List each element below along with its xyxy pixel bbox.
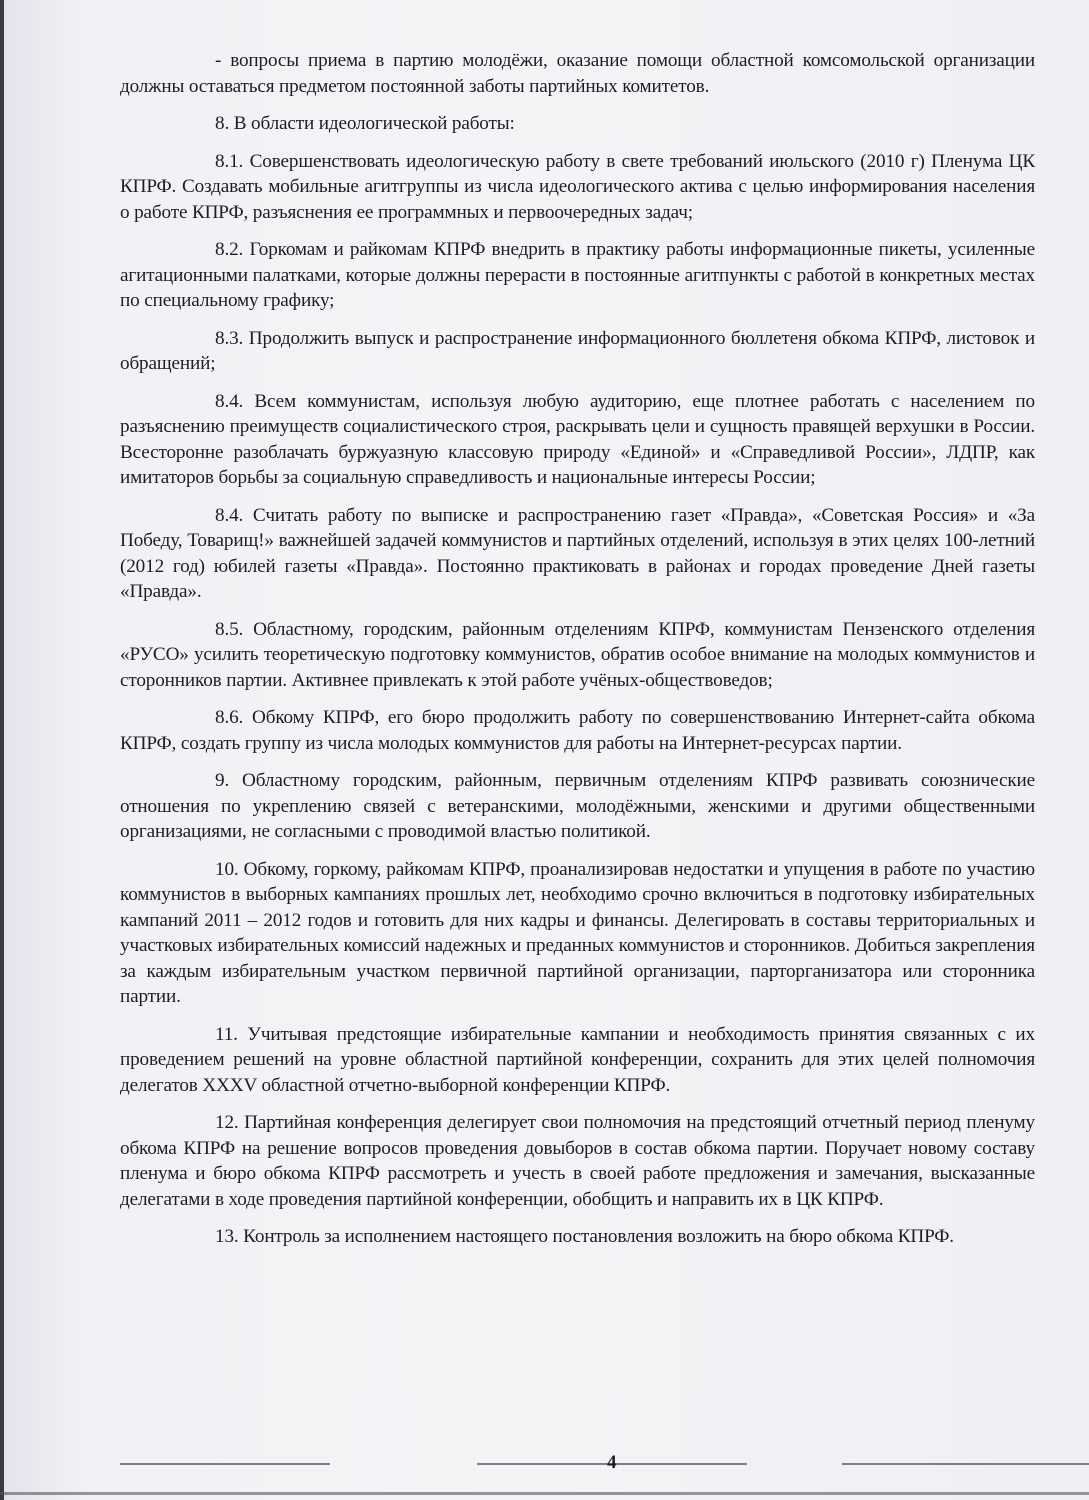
- paragraph-item-11: 11. Учитывая предстоящие избирательные кампании и необходимость принятия связанных с их проведением решений на уровне областной партийной конференции, сохранить для этих целей полномочия делегатов XXXV областной отчетно-выборной конференции КПРФ.: [120, 1023, 1035, 1096]
- paragraph-item-8-4-newspapers: 8.4. Считать работу по выписке и распространению газет «Правда», «Советская Россия» и «За Победу, Товарищ!» важнейшей задачей коммунистов и партийных отделений, используя в этих целях 100-летний (2012 год) юбилей газеты «Правда». Постоянно практиковать в районах и городах проведение Дней газеты «Правда».: [120, 504, 1035, 602]
- page-number: 4: [607, 1452, 617, 1473]
- document-body: [120, 48, 1035, 1262]
- paragraph-item-13: 13. Контроль за исполнением настоящего постановления возложить на бюро обкома КПРФ.: [215, 1226, 954, 1247]
- paragraph-item-8-2: 8.2. Горкомам и райкомам КПРФ внедрить в практику работы информационные пикеты, усиленные агитационными палатками, которые должны перерасти в постоянные агитпункты с работой в конкретных местах по специальному графику;: [120, 239, 1035, 311]
- paragraph-item-8-4-population: 8.4. Всем коммунистам, используя любую аудиторию, еще плотнее работать с населением по разъяснению преимуществ социалистического строя, раскрывать цели и сущность правящей верхушки в России. Всесторонне разоблачать буржуазную классовую природу «Единой» и «Справедливой России», ЛДПР, как имитаторов борьбы за социальную справедливость и национальные интересы России;: [120, 390, 1035, 488]
- footer-rule-left: [120, 1463, 330, 1465]
- paragraph-item-8-5: 8.5. Областному, городским, районным отделениям КПРФ, коммунистам Пензенского отделения «РУСО» усилить теоретическую подготовку коммунистов, обратив особое внимание на молодых коммунистов и сторонников партии. Активнее привлекать к этой работе учёных-обществоведов;: [120, 618, 1035, 691]
- paragraph-youth: - вопросы приема в партию молодёжи, оказание помощи областной комсомольской организации должны оставаться предметом постоянной заботы партийных комитетов.: [120, 50, 1035, 97]
- footer-rule-right: [842, 1463, 1089, 1465]
- paragraph-item-8-heading: 8. В области идеологической работы:: [215, 113, 515, 134]
- paragraph-item-12: 12. Партийная конференция делегирует свои полномочия на предстоящий отчетный период пленуму обкома КПРФ на решение вопросов проведения довыборов в состав обкома партии. Поручает новому составу пленума и бюро обкома КПРФ рассмотреть и учесть в своей работе предложения и замечания, высказанные делегатами в ходе проведения партийной конференции, обобщить и направить их в ЦК КПРФ.: [120, 1112, 1035, 1210]
- paragraph-item-8-1: 8.1. Совершенствовать идеологическую работу в свете требований июльского (2010 г) Пленума ЦК КПРФ. Создавать мобильные агитгруппы из числа идеологического актива с целью информирования населения о работе КПРФ, разъяснения ее программных и первоочередных задач;: [120, 150, 1035, 223]
- scan-bottom-edge: [0, 1492, 1089, 1495]
- paragraph-item-8-3: 8.3. Продолжить выпуск и распространение информационного бюллетеня обкома КПРФ, листовок и обращений;: [120, 327, 1035, 374]
- paragraph-item-10: 10. Обкому, горкому, райкомам КПРФ, проанализировав недостатки и упущения в работе по участию коммунистов в выборных кампаниях прошлых лет, необходимо срочно включиться в подготовку избирательных кампаний 2011 – 2012 годов и готовить для них кадры и финансы. Делегировать в составы территориальных и участковых избирательных комиссий надежных и преданных коммунистов и сторонников. Добиться закрепления за каждым избирательным участком первичной партийной организации, парторганизатора или сторонника партии.: [120, 858, 1035, 1007]
- paragraph-item-9: 9. Областному городским, районным, первичным отделениям КПРФ развивать союзнические отношения по укреплению связей с ветеранскими, молодёжными, женскими и другими общественными организациями, не согласными с проводимой властью политикой.: [120, 770, 1035, 842]
- page-footer: [112, 1452, 1089, 1485]
- paragraph-item-8-6: 8.6. Обкому КПРФ, его бюро продолжить работу по совершенствованию Интернет-сайта обкома КПРФ, создать группу из числа молодых коммунистов для работы на Интернет-ресурсах партии.: [120, 707, 1035, 754]
